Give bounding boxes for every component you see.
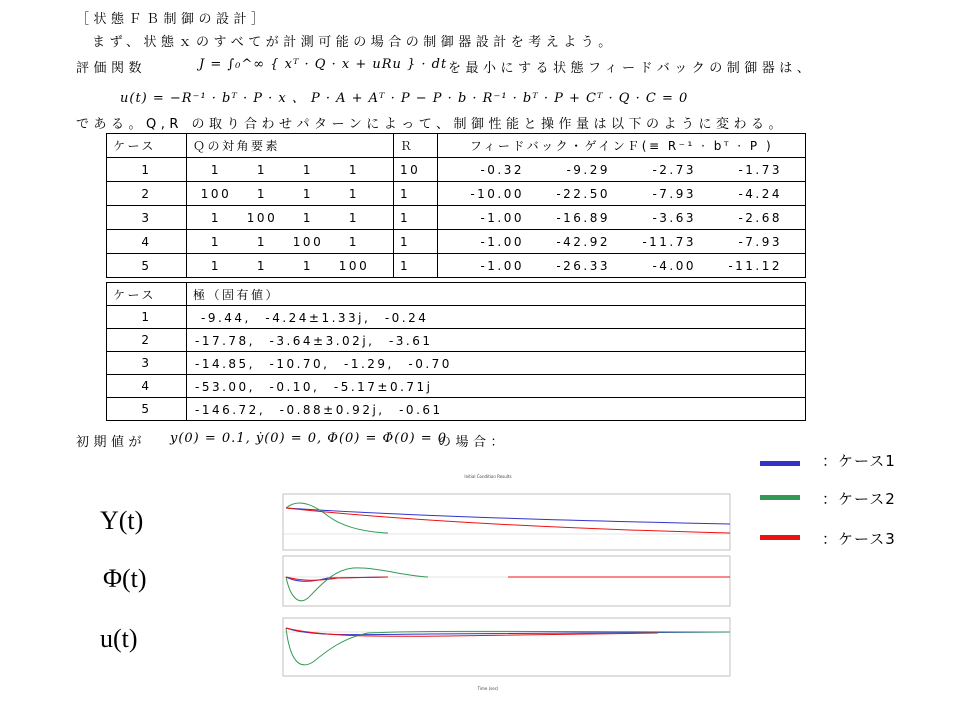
gain-cell: -11.12 <box>728 258 782 273</box>
gain-cell: -11.73 <box>642 234 696 249</box>
gain-cell: -2.68 <box>738 210 782 225</box>
r-cell: 1 <box>394 254 438 278</box>
q-cell: 1 <box>210 258 222 273</box>
q-cell: 1 <box>210 210 222 225</box>
gain-cell: -1.00 <box>480 210 524 225</box>
gain-cell: -4.00 <box>652 258 696 273</box>
table-row <box>107 158 806 182</box>
gain-cell: -4.24 <box>738 186 782 201</box>
header-gain: フィードバック・ゲインＦ(≡ R⁻¹ · bᵀ · P ) <box>438 134 806 158</box>
q-cell: 1 <box>210 234 222 249</box>
q-cell: 100 <box>246 210 278 225</box>
case-cell: 5 <box>107 254 187 278</box>
plot-panel-u <box>283 618 730 676</box>
gain-cell: -2.73 <box>652 162 696 177</box>
initial-tail: の場合： <box>438 435 509 450</box>
q-cell: 100 <box>338 258 370 273</box>
q-cell: 1 <box>302 162 314 177</box>
poles-cell: -9.44, -4.24±1.33j, -0.24 <box>187 306 806 329</box>
plot-title: Initial Condition Results <box>464 474 512 479</box>
q-cell: 1 <box>348 186 360 201</box>
poles-cell: -146.72, -0.88±0.92j, -0.61 <box>187 398 806 421</box>
table-row <box>107 398 806 421</box>
q-cell: 100 <box>200 186 232 201</box>
gain-cell: -10.00 <box>470 186 524 201</box>
plot-panel-y <box>283 494 730 550</box>
gain-cell: -1.73 <box>738 162 782 177</box>
header-poles: 極（固有値） <box>187 283 806 306</box>
q-cell: 100 <box>292 234 324 249</box>
case-cell: 2 <box>107 329 187 352</box>
gain-cell: -26.33 <box>556 258 610 273</box>
q-cell: 1 <box>302 186 314 201</box>
y-curve-case1 <box>286 508 730 524</box>
q-cell: 1 <box>256 186 268 201</box>
summary-text: である。Q,R の取り合わせパターンによって、制御性能と操作量は以下のように変わる。 <box>76 117 787 132</box>
r-cell: 1 <box>394 206 438 230</box>
legend-label-case1: ：ケース1 <box>822 452 896 470</box>
case-cell: 1 <box>107 306 187 329</box>
gain-cell: -22.50 <box>556 186 610 201</box>
initial-formula: y(0) = 0.1, ẏ(0) = 0, Φ(0) = Φ̇(0) = 0 <box>170 431 448 446</box>
poles-cell: -17.78, -3.64±3.02j, -3.61 <box>187 329 806 352</box>
q-cell: 1 <box>348 162 360 177</box>
table-row <box>107 375 806 398</box>
header-case: ケース <box>107 134 187 158</box>
signal-label-u: u(t) <box>100 624 138 653</box>
header-case: ケース <box>107 283 187 306</box>
legend-swatch-case1 <box>760 461 800 466</box>
cost-label: 評価関数 <box>76 61 147 76</box>
q-cell: 1 <box>210 162 222 177</box>
legend-swatch-case2 <box>760 495 800 500</box>
q-cell: 1 <box>256 162 268 177</box>
pole-table <box>106 282 806 421</box>
poles-cell: -14.85, -10.70, -1.29, -0.70 <box>187 352 806 375</box>
phi-curve-case2 <box>286 568 428 601</box>
gain-cell: -1.00 <box>480 234 524 249</box>
gain-cell: -16.89 <box>556 210 610 225</box>
table-row <box>107 329 806 352</box>
phi-curve-case3 <box>286 577 730 580</box>
case-cell: 3 <box>107 206 187 230</box>
legend-swatch-case3 <box>760 535 800 540</box>
section-heading: ［状態ＦＢ制御の設計］ <box>76 12 269 27</box>
q-cell: 1 <box>348 210 360 225</box>
signal-label-y: Y(t) <box>100 506 144 535</box>
table-row <box>107 306 806 329</box>
case-cell: 4 <box>107 230 187 254</box>
y-curve-case2 <box>286 503 388 533</box>
initial-label: 初期値が <box>76 435 147 450</box>
q-cell: 1 <box>348 234 360 249</box>
q-cell: 1 <box>302 258 314 273</box>
case-cell: 2 <box>107 182 187 206</box>
table-row <box>107 254 806 278</box>
gain-cell: -3.63 <box>652 210 696 225</box>
gain-cell: -7.93 <box>738 234 782 249</box>
case-cell: 3 <box>107 352 187 375</box>
gain-table-header <box>107 134 806 158</box>
signal-label-phi: Φ(t) <box>103 564 147 593</box>
control-law: u(t) = −R⁻¹ · bᵀ · P · x 、 P · A + Aᵀ · P − P · b · R⁻¹ · bᵀ · P + Cᵀ · Q · C = 0 <box>120 91 689 106</box>
table-row <box>107 206 806 230</box>
gain-table <box>106 133 806 278</box>
gain-cell: -9.29 <box>566 162 610 177</box>
case-cell: 4 <box>107 375 187 398</box>
header-q: Ｑの対角要素 <box>187 134 394 158</box>
cost-formula: J = ∫₀^∞ { xᵀ · Q · x + uRu } · dt <box>199 57 448 72</box>
poles-cell: -53.00, -0.10, -5.17±0.71j <box>187 375 806 398</box>
case-cell: 5 <box>107 398 187 421</box>
initial-condition-plot <box>228 470 748 698</box>
table-row <box>107 230 806 254</box>
table-row <box>107 182 806 206</box>
gain-cell: -42.92 <box>556 234 610 249</box>
table-row <box>107 352 806 375</box>
pole-table-header <box>107 283 806 306</box>
legend-label-case3: ：ケース3 <box>822 530 896 548</box>
q-cell: 1 <box>256 258 268 273</box>
header-r: Ｒ <box>394 134 438 158</box>
q-cell: 1 <box>302 210 314 225</box>
r-cell: 1 <box>394 230 438 254</box>
cost-tail: を最小にする状態フィードバックの制御器は、 <box>448 61 815 76</box>
r-cell: 10 <box>394 158 438 182</box>
gain-cell: -0.32 <box>480 162 524 177</box>
plot-xlabel: Time (sec) <box>477 686 499 691</box>
r-cell: 1 <box>394 182 438 206</box>
gain-cell: -1.00 <box>480 258 524 273</box>
legend-label-case2: ：ケース2 <box>822 490 896 508</box>
case-cell: 1 <box>107 158 187 182</box>
gain-cell: -7.93 <box>652 186 696 201</box>
q-cell: 1 <box>256 234 268 249</box>
plot-panel-phi <box>283 556 730 606</box>
intro-text: まず、状態ｘのすべてが計測可能の場合の制御器設計を考えよう。 <box>92 35 616 50</box>
